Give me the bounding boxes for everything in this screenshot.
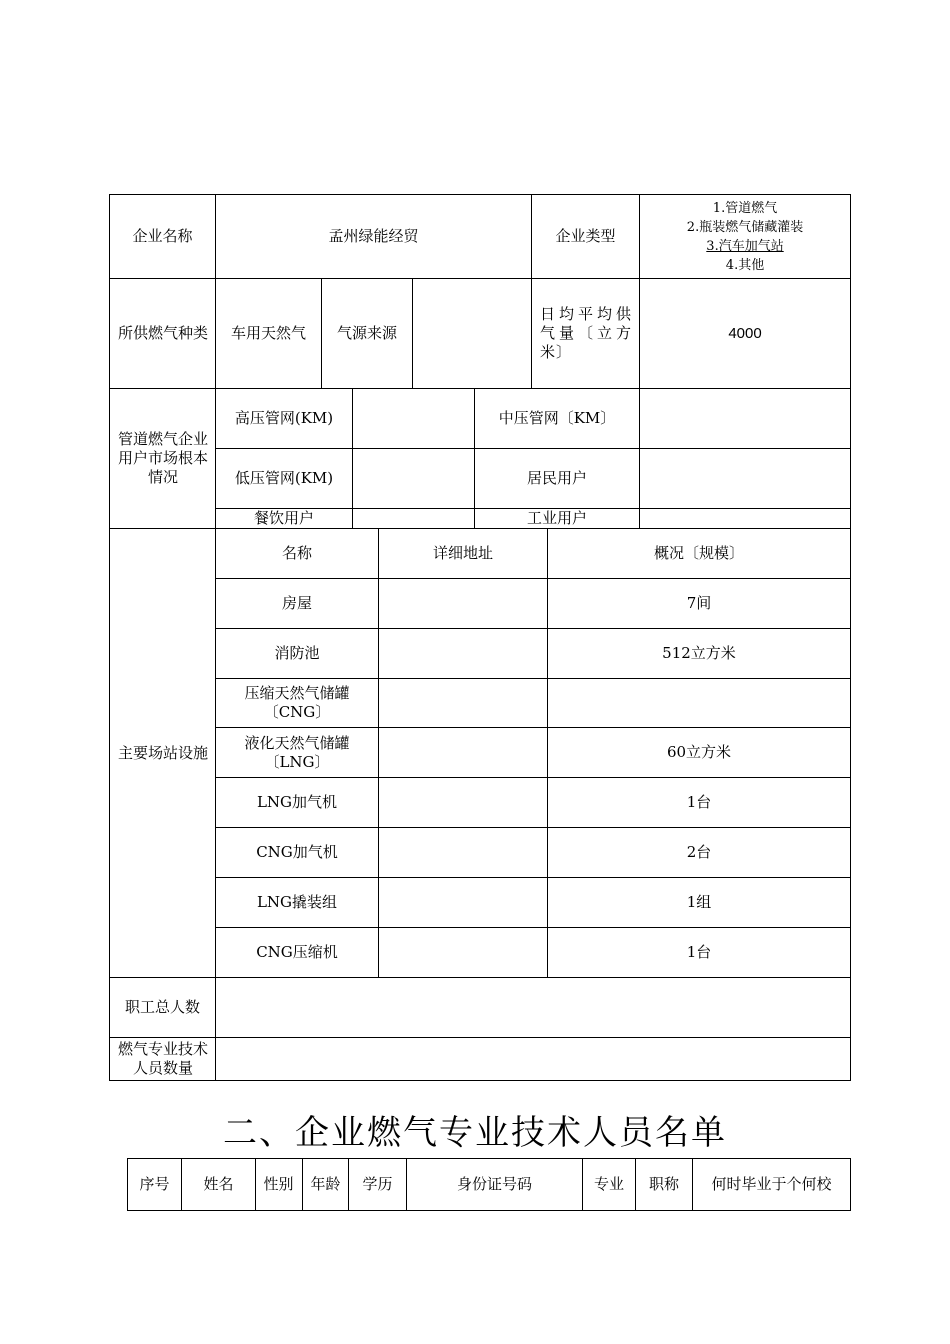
col-header-name: 姓名 <box>203 1175 234 1193</box>
catering-users-label: 餐饮用户 <box>253 509 314 527</box>
facility-name: 房屋 <box>281 594 312 612</box>
col-header-graduation: 何时毕业于个何校 <box>711 1175 832 1193</box>
facility-address <box>379 878 547 927</box>
facility-name: 液化天然气储罐〔LNG〕 <box>244 733 350 771</box>
enterprise-type-label: 企业类型 <box>555 227 616 245</box>
facility-address <box>379 778 547 827</box>
enterprise-type-option-2: 2.瓶装燃气储藏灌装 <box>686 219 804 235</box>
gas-type-value: 车用天然气 <box>230 324 306 342</box>
facility-scale: 512立方米 <box>662 644 736 662</box>
daily-supply-label: 日均平均供气量〔立方米〕 <box>540 305 632 361</box>
col-header-education: 学历 <box>362 1175 393 1193</box>
facility-name: LNG加气机 <box>256 793 338 811</box>
facility-scale <box>548 679 850 727</box>
facility-scale: 1台 <box>686 943 712 961</box>
facility-name: CNG压缩机 <box>256 943 338 961</box>
gas-type-label: 所供燃气种类 <box>117 324 208 342</box>
facility-scale: 60立方米 <box>666 743 732 761</box>
facility-scale: 1台 <box>686 793 712 811</box>
facility-scale: 2台 <box>686 843 712 861</box>
facility-name: CNG加气机 <box>256 843 338 861</box>
facility-name: 压缩天然气储罐〔CNG〕 <box>244 684 350 721</box>
high-pressure-label: 高压管网(KM) <box>234 409 334 427</box>
col-header-age: 年龄 <box>310 1175 341 1193</box>
low-pressure-label: 低压管网(KM) <box>234 469 334 487</box>
facility-address <box>379 679 547 727</box>
facility-scale: 7间 <box>686 594 712 612</box>
enterprise-type-option-1: 1.管道燃气 <box>712 200 778 216</box>
gas-source-label: 气源来源 <box>336 324 397 342</box>
daily-supply-value: 4000 <box>728 325 762 342</box>
facility-address <box>379 579 547 628</box>
facility-header-address: 详细地址 <box>432 544 493 562</box>
col-header-id-number: 身份证号码 <box>456 1175 532 1193</box>
col-header-gender: 性别 <box>263 1175 294 1193</box>
gas-source-value <box>413 279 531 388</box>
main-facilities-label: 主要场站设施 <box>117 743 208 762</box>
facility-header-name: 名称 <box>281 544 312 562</box>
industrial-users-label: 工业用户 <box>526 509 587 527</box>
facility-name: LNG撬装组 <box>256 893 338 911</box>
col-header-major: 专业 <box>593 1175 624 1193</box>
facility-scale: 1组 <box>686 893 712 911</box>
staff-total-label: 职工总人数 <box>124 998 200 1016</box>
enterprise-name-label: 企业名称 <box>132 227 193 245</box>
facility-address <box>379 928 547 977</box>
facility-header-scale: 概况〔规模〕 <box>653 544 744 562</box>
enterprise-name-value: 孟州绿能经贸 <box>328 227 419 245</box>
enterprise-type-option-3: 3.汽车加气站 <box>706 238 784 254</box>
mid-pressure-label: 中压管网〔KM〕 <box>498 409 616 427</box>
col-header-title: 职称 <box>648 1175 679 1193</box>
col-header-serial: 序号 <box>139 1175 170 1193</box>
resident-users-label: 居民用户 <box>526 469 587 487</box>
facility-address <box>379 629 547 678</box>
tech-staff-count-label: 燃气专业技术人员数量 <box>117 1040 208 1077</box>
facility-name: 消防池 <box>274 644 320 662</box>
section-title: 二、企业燃气专业技术人员名单 <box>223 1113 727 1153</box>
facility-address <box>379 828 547 877</box>
pipeline-market-label: 管道燃气企业用户市场根本情况 <box>117 430 208 486</box>
enterprise-type-option-4: 4.其他 <box>725 257 765 273</box>
facility-address <box>379 728 547 777</box>
enterprise-type-options <box>640 195 850 278</box>
